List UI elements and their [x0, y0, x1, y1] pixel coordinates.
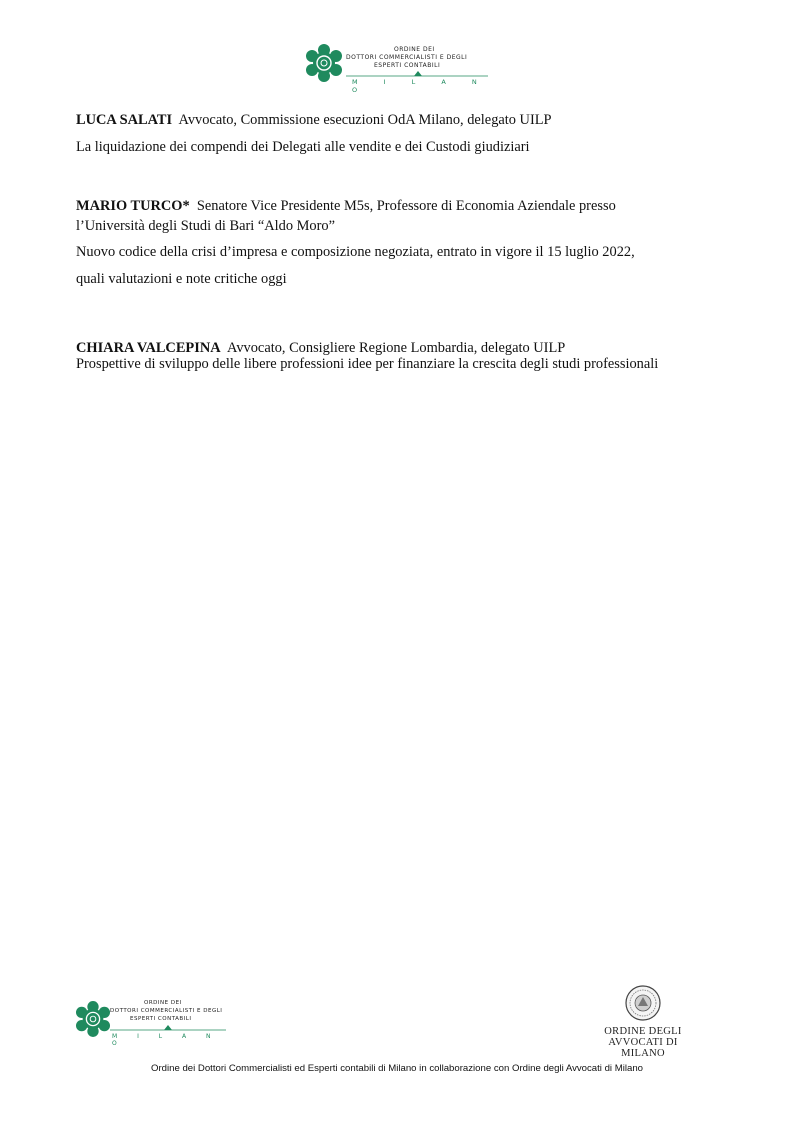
footer-text: Ordine dei Dottori Commercialisti ed Esperti contabili di Milano in collaborazione con Ordine degli Avvocati di Milano: [150, 1063, 643, 1074]
speaker-description: Senatore Vice Presidente M5s, Professore di Economia Aziendale presso: [196, 198, 616, 214]
speaker-name: CHIARA VALCEPINA: [76, 340, 221, 356]
speaker-description: Avvocato, Consigliere Regione Lombardia, delegato UILP: [227, 340, 566, 356]
seal-line-2: AVVOCATI DI MILANO: [608, 1037, 678, 1059]
talk-topic: Nuovo codice della crisi d’impresa e composizione negoziata, entrato in vigore il 15 luglio 2022,: [76, 244, 635, 260]
speaker-line: [76, 196, 716, 216]
seal-line-1: ORDINE DEGLI: [604, 1026, 682, 1037]
header-logo: [306, 44, 492, 94]
odcec-emblem-icon: [76, 998, 110, 1040]
talk-topic: La liquidazione dei compendi dei Delegati alle vendite e dei Custodi giudiziari: [76, 139, 530, 155]
speaker-entry-valcepina: [76, 340, 736, 372]
ordine-avvocati-logo: [593, 984, 693, 1059]
talk-topic: Prospettive di sviluppo delle libere professioni idee per finanziare la crescita degli studi professionali: [76, 356, 659, 372]
logo-line-2: DOTTORI COMMERCIALISTI E DEGLI: [346, 54, 468, 61]
logo-line-3: ESPERTI CONTABILI: [130, 1016, 192, 1022]
speaker-name: LUCA SALATI: [76, 112, 173, 128]
logo-line-3: ESPERTI CONTABILI: [374, 62, 441, 69]
logo-line-1: ORDINE DEI: [144, 1000, 182, 1006]
logo-divider: [346, 70, 488, 78]
speaker-description-continued: l’Università degli Studi di Bari “Aldo Moro”: [76, 218, 335, 234]
footer-logo-odcec: [76, 998, 226, 1047]
logo-city: M I L A N O: [112, 1033, 213, 1047]
speaker-entry-salati: [76, 110, 716, 157]
logo-line-1: ORDINE DEI: [394, 46, 435, 53]
speaker-name: MARIO TURCO*: [76, 198, 190, 214]
seal-icon: [624, 984, 662, 1022]
speaker-line: [76, 110, 716, 130]
speaker-description: Avvocato, Commissione esecuzioni OdA Milano, delegato UILP: [178, 112, 552, 128]
logo-line-2: DOTTORI COMMERCIALISTI E DEGLI: [110, 1008, 223, 1014]
seal-caption: [593, 1026, 693, 1059]
logo-divider: [110, 1024, 226, 1032]
speaker-entry-turco: [76, 196, 716, 289]
talk-topic-continued: quali valutazioni e note critiche oggi: [76, 271, 287, 287]
speaker-line: [76, 340, 736, 356]
odcec-emblem-icon: [306, 44, 342, 82]
logo-city: M I L A N O: [352, 78, 480, 94]
